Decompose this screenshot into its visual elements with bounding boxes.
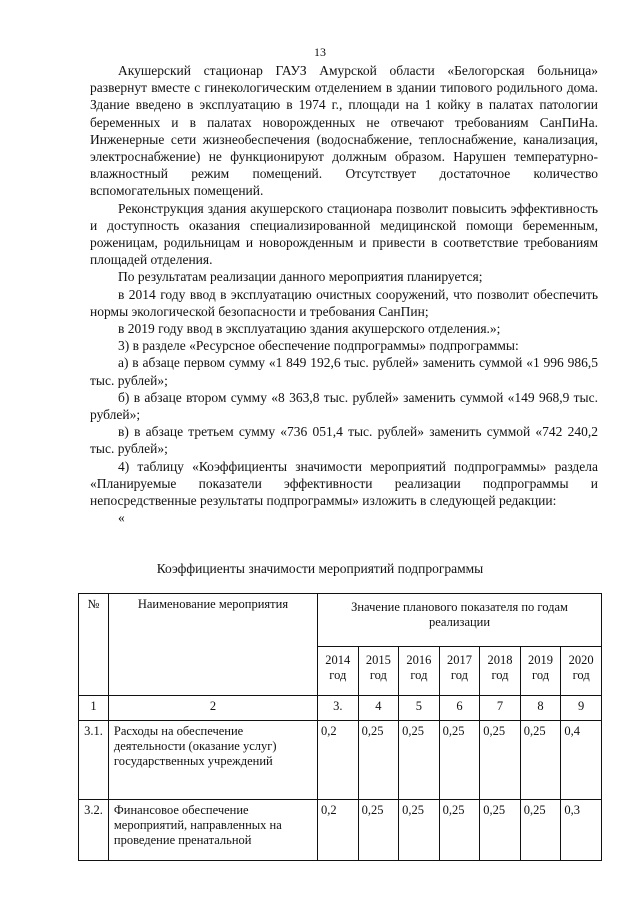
paragraph-item-3: 3) в разделе «Ресурсное обеспечение подпрограммы» подпрограммы: <box>118 338 519 354</box>
table-title: Коэффициенты значимости мероприятий подпрограммы <box>156 561 484 576</box>
coefficients-table <box>78 593 602 861</box>
row-value: 0,25 <box>480 721 521 800</box>
column-number: 9 <box>561 696 602 721</box>
column-number: 3. <box>318 696 359 721</box>
paragraph-item-b: б) в абзаце втором сумму «8 363,8 тыс. рублей» заменить суммой «149 968,9 тыс. рублей»; <box>90 389 598 423</box>
row-number: 3.2. <box>79 800 109 861</box>
paragraph-item-4: 4) таблицу «Коэффициенты значимости мероприятий подпрограммы» раздела «Планируемые показатели эффективности реализации подпрограммы и непосредственные результаты подпрограммы» изложить в следующей редакции: <box>90 458 598 509</box>
paragraph-item-v: в) в абзаце третьем сумму «736 051,4 тыс. рублей» заменить суммой «742 240,2 тыс. рублей»; <box>90 424 598 457</box>
paragraph-planned-results: По результатам реализации данного мероприятия планируется; <box>118 269 483 285</box>
paragraph-item-a: а) в абзаце первом сумму «1 849 192,6 тыс. рублей» заменить суммой «1 996 986,5 тыс. рублей»; <box>90 355 598 388</box>
column-number-row <box>79 696 602 721</box>
header-year: 2019 год <box>520 647 561 696</box>
table-header-row <box>79 594 602 647</box>
header-year: 2018 год <box>480 647 521 696</box>
column-number: 1 <box>79 696 109 721</box>
column-number: 8 <box>520 696 561 721</box>
row-value: 0,25 <box>520 800 561 861</box>
header-name: Наименование мероприятия <box>108 594 317 696</box>
table-row <box>79 721 602 800</box>
row-value: 0,25 <box>399 800 440 861</box>
row-value: 0,4 <box>561 721 602 800</box>
row-value: 0,25 <box>439 800 480 861</box>
header-year: 2015 год <box>358 647 399 696</box>
page-number: 13 <box>314 45 326 59</box>
column-number: 2 <box>108 696 317 721</box>
row-number: 3.1. <box>79 721 109 800</box>
row-value: 0,25 <box>399 721 440 800</box>
column-number: 6 <box>439 696 480 721</box>
row-value: 0,2 <box>318 721 359 800</box>
header-num: № <box>79 594 109 696</box>
column-number: 5 <box>399 696 440 721</box>
column-number: 7 <box>480 696 521 721</box>
row-value: 0,25 <box>358 721 399 800</box>
header-year: 2014 год <box>318 647 359 696</box>
paragraph-reconstruction: Реконструкция здания акушерского стационара позволит повысить эффективность и доступность оказания специализированной медицинской помощи беременным, роженицам, родильницам и новорожденным и привести в соответствие требованиям площадей отделения. <box>90 200 598 268</box>
header-year: 2017 год <box>439 647 480 696</box>
header-year: 2016 год <box>399 647 440 696</box>
row-name: Расходы на обеспечение деятельности (оказание услуг) государственных учреждений <box>108 721 317 800</box>
document-body <box>90 62 598 526</box>
row-value: 0,3 <box>561 800 602 861</box>
opening-quote: « <box>118 510 125 526</box>
paragraph-2014: в 2014 году ввод в эксплуатацию очистных сооружений, что позволит обеспечить нормы экологической безопасности и требования СанПин; <box>90 286 598 319</box>
table-row <box>79 800 602 861</box>
paragraph-2019: в 2019 году ввод в эксплуатацию здания акушерского отделения.»; <box>118 321 501 337</box>
row-value: 0,25 <box>520 721 561 800</box>
row-value: 0,25 <box>439 721 480 800</box>
header-year: 2020 год <box>561 647 602 696</box>
column-number: 4 <box>358 696 399 721</box>
row-value: 0,2 <box>318 800 359 861</box>
row-value: 0,25 <box>358 800 399 861</box>
header-plan-values: Значение планового показателя по годам реализации <box>318 594 602 647</box>
row-value: 0,25 <box>480 800 521 861</box>
paragraph-maternity-hospital: Акушерский стационар ГАУЗ Амурской области «Белогорская больница» развернут вместе с гинекологическим отделением в здании типового родильного дома. Здание введено в эксплуатацию в 1974 г., площади на 1 койку в палатах патологии беременных и в палатах новорожденных не отвечают требованиям СанПиНа. Инженерные сети жизнеобеспечения (водоснабжение, теплоснабжение, канализация, электроснабжение) не функционируют должным образом. Нарушен температурно-влажностный режим помещений. Отсутствует достаточное количество вспомогательных помещений. <box>90 63 598 199</box>
row-name: Финансовое обеспечение мероприятий, направленных на проведение пренатальной <box>108 800 317 861</box>
